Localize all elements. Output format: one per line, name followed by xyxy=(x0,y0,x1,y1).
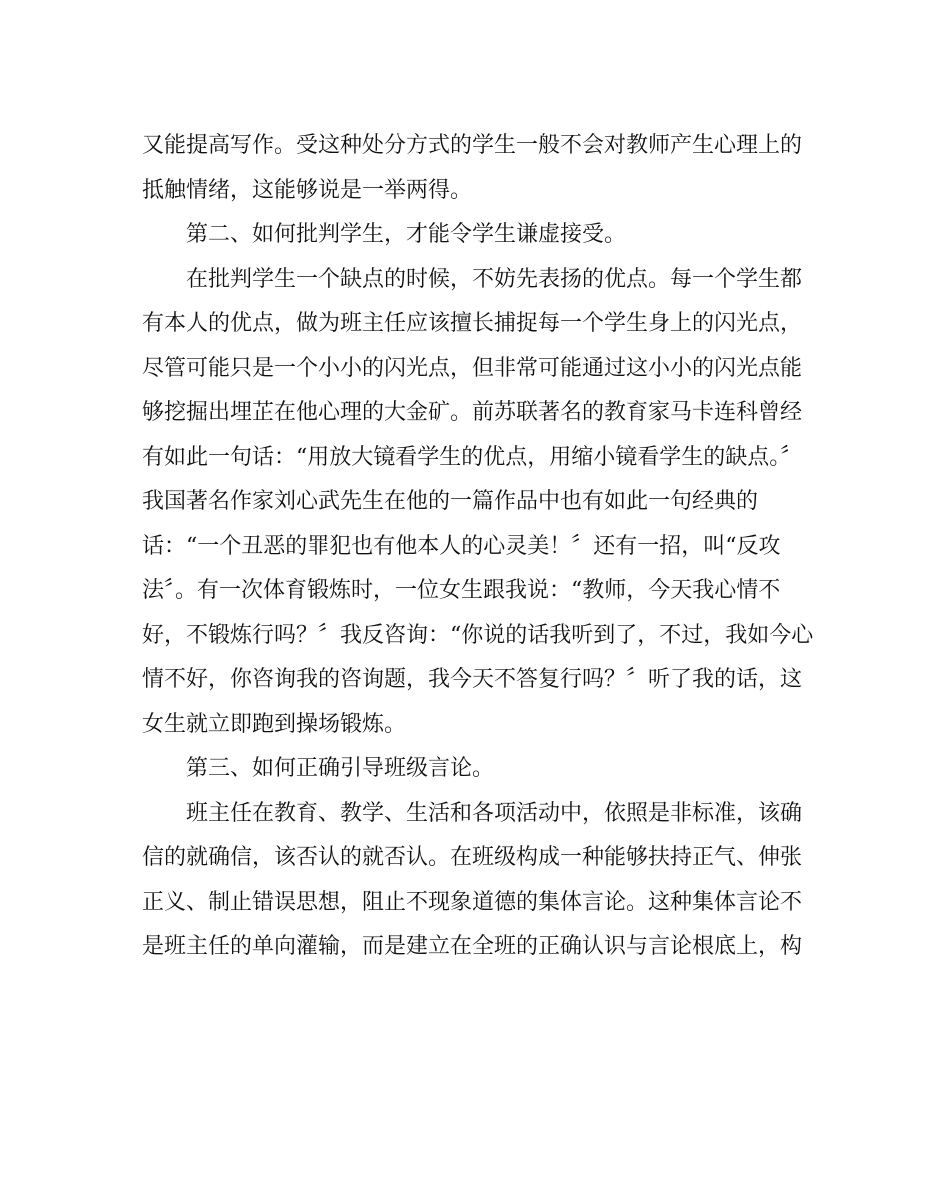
text-line: 有如此一句话：“用放大镜看学生的优点，用缩小镜看学生的缺点。〞 xyxy=(142,444,803,470)
text-line: 尽管可能只是一个小小的闪光点，但非常可能通过这小小的闪光点能 xyxy=(142,355,803,381)
text-line: 是班主任的单向灌输，而是建立在全班的正确认识与言论根底上，构 xyxy=(142,934,803,959)
text-line: 我国著名作家刘心武先生在他的一篇作品中也有如此一句经典的 xyxy=(142,489,759,514)
text-line: 情不好，你咨询我的咨询题，我今天不答复行吗？〞听了我的话，这 xyxy=(142,667,803,692)
text-line: 信的就确信，该否认的就否认。在班级构成一种能够扶持正气、伸张 xyxy=(142,845,803,870)
text-line: 好，不锻炼行吗？〞我反咨询：“你说的话我听到了，不过，我如今心 xyxy=(142,622,814,648)
section-heading: 第二、如何批判学生，才能令学生谦虚接受。 xyxy=(186,222,627,247)
text-line: 在批判学生一个缺点的时候，不妨先表扬的优点。每一个学生都 xyxy=(186,266,803,292)
text-line: 法〞。有一次体育锻炼时，一位女生跟我说：“教师，今天我心情不 xyxy=(142,578,781,603)
text-line: 正义、制止错误思想，阻止不现象道德的集体言论。这种集体言论不 xyxy=(142,889,803,915)
text-line: 女生就立即跑到操场锻炼。 xyxy=(142,711,407,737)
text-line: 有本人的优点，做为班主任应该擅长捕捉每一个学生身上的闪光点， xyxy=(142,311,803,336)
document-body xyxy=(142,124,814,970)
text-line: 班主任在教育、教学、生活和各项活动中，依照是非标准，该确 xyxy=(186,800,803,826)
text-line: 又能提高写作。受这种处分方式的学生一般不会对教师产生心理上的 xyxy=(142,133,803,158)
text-line: 抵触情绪，这能够说是一举两得。 xyxy=(142,177,473,203)
text-line: 够挖掘出埋芷在他心理的大金矿。前苏联著名的教育家马卡连科曾经 xyxy=(142,400,803,425)
text-line: 话：“一个丑恶的罪犯也有他本人的心灵美！〞还有一招，叫“反攻 xyxy=(142,533,781,559)
section-heading: 第三、如何正确引导班级言论。 xyxy=(186,756,495,781)
